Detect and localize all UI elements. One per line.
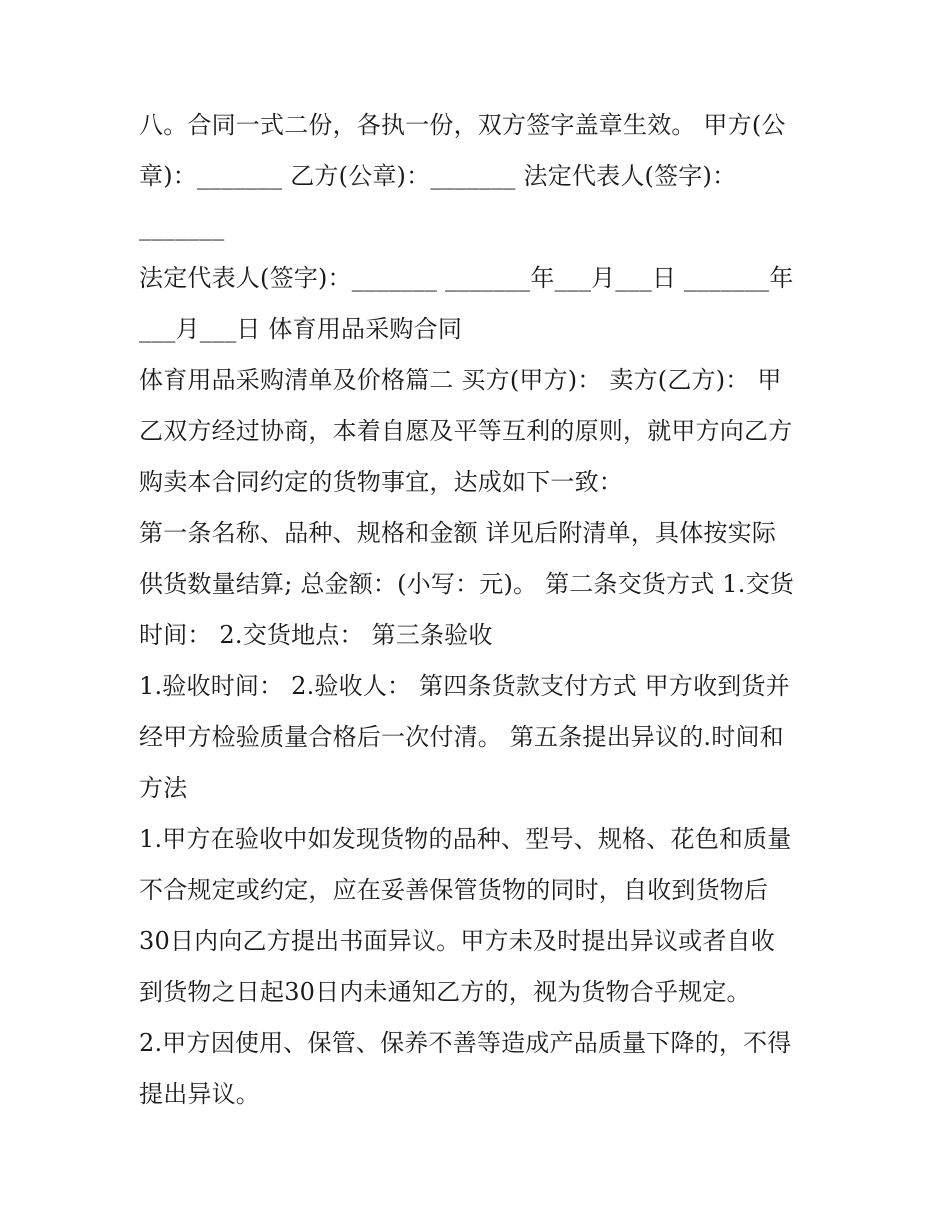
text-line: 第一条名称、品种、规格和金额 详见后附清单，具体按实际 [139, 519, 777, 547]
text-line: 不合规定或约定，应在妥善保管货物的同时，自收到货物后 [139, 876, 769, 904]
text-line: 购卖本合同约定的货物事宜，达成如下一致： [139, 468, 623, 496]
text-line: _______ [139, 213, 225, 241]
text-line: 2.甲方因使用、保管、保养不善等造成产品质量下降的，不得 [139, 1029, 792, 1057]
text-line: 到货物之日起30日内未通知乙方的，视为货物合乎规定。 [139, 978, 751, 1006]
text-line: 法定代表人(签字)：_______ _______年___月___日 _______年 [139, 264, 794, 292]
text-line: 经甲方检验质量合格后一次付清。 第五条提出异议的.时间和 [139, 723, 784, 751]
text-line: 1.验收时间： 2.验收人： 第四条货款支付方式 甲方收到货并 [139, 672, 790, 700]
text-line: 30日内向乙方提出书面异议。甲方未及时提出异议或者自收 [139, 927, 775, 955]
text-line: 时间： 2.交货地点： 第三条验收 [139, 621, 493, 649]
text-line: 章)：_______ 乙方(公章)：_______ 法定代表人(签字)： [139, 162, 737, 190]
document-page [139, 100, 819, 1120]
text-line: 1.甲方在验收中如发现货物的品种、型号、规格、花色和质量 [139, 825, 792, 853]
text-line: 体育用品采购清单及价格篇二 买方(甲方)： 卖方(乙方)： 甲 [139, 366, 782, 394]
text-line: 方法 [139, 774, 188, 802]
text-line: ___月___日 体育用品采购合同 [139, 315, 463, 343]
text-line: 供货数量结算; 总金额：(小写：元)。 第二条交货方式 1.交货 [139, 570, 794, 598]
text-line: 八。合同一式二份，各执一份，双方签字盖章生效。 甲方(公 [139, 111, 786, 139]
text-line: 乙双方经过协商，本着自愿及平等互利的原则，就甲方向乙方 [139, 417, 793, 445]
text-line: 提出异议。 [139, 1080, 260, 1108]
